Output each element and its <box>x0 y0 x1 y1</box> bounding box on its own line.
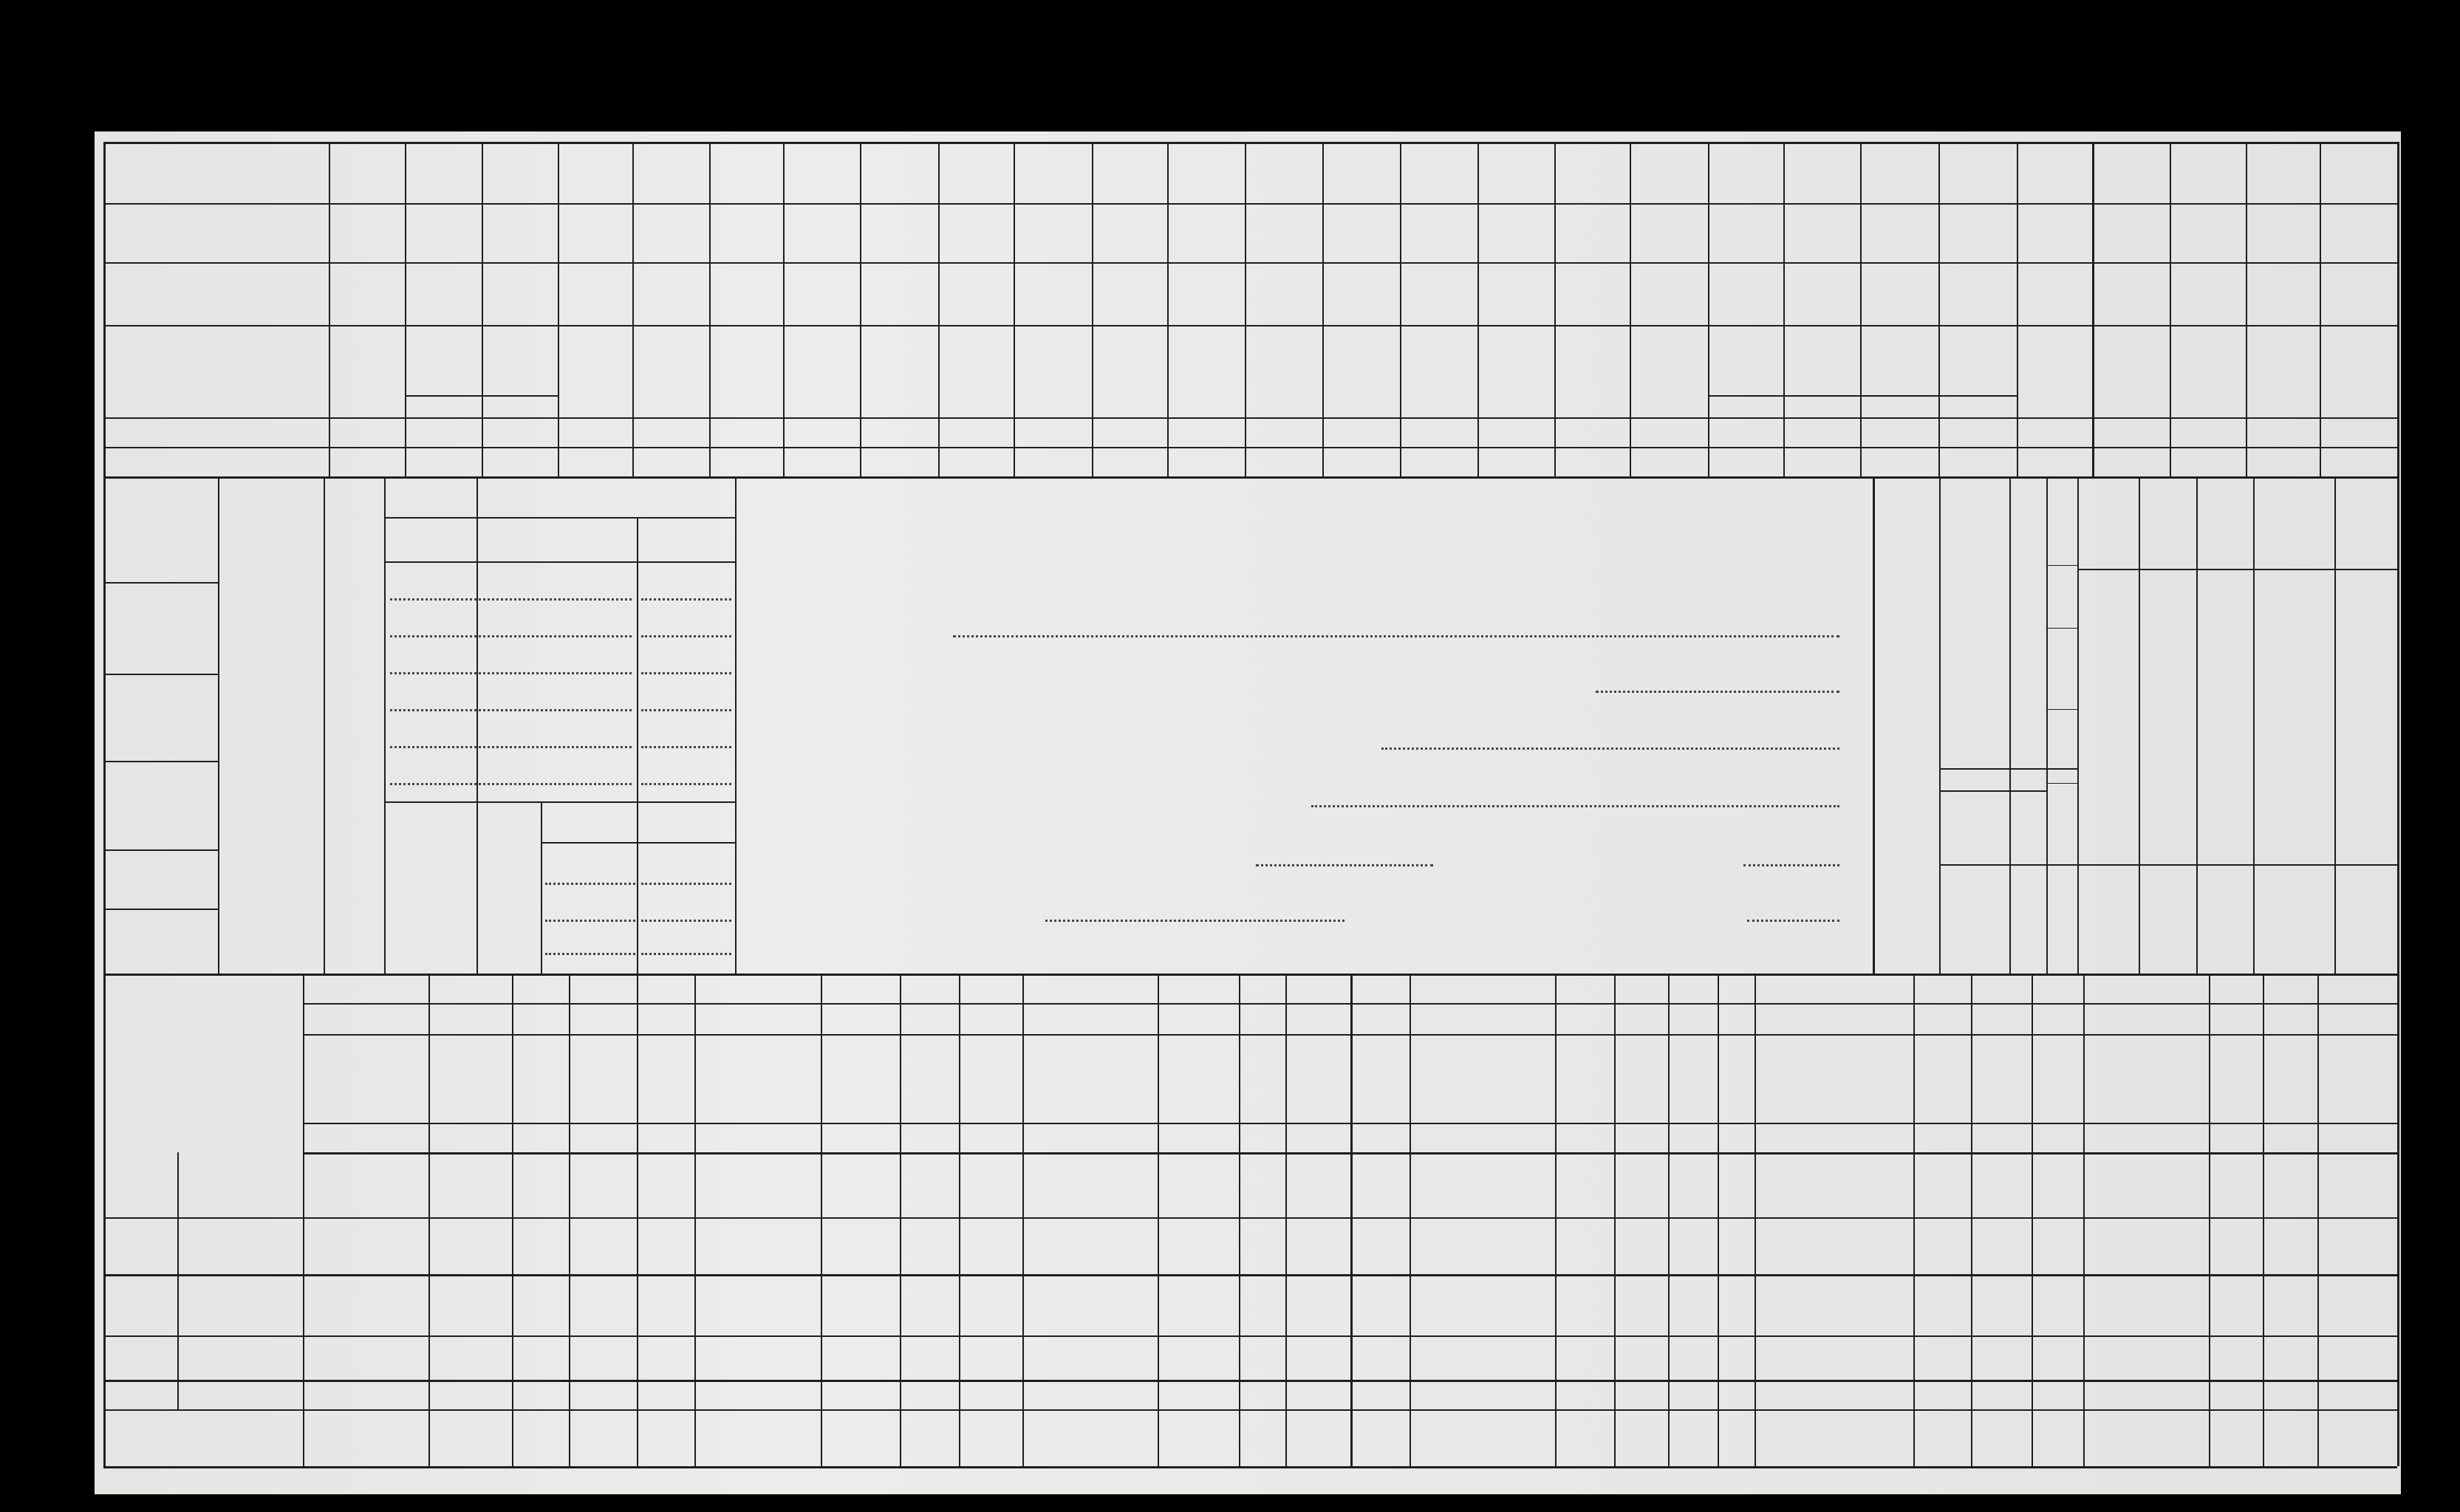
rule-line <box>2046 783 2077 784</box>
rule-line <box>558 142 559 476</box>
rule-line <box>103 1274 177 1276</box>
rule-line <box>1554 142 1556 476</box>
dotted-fill-line <box>1596 691 1839 693</box>
rule-line <box>1860 142 1862 476</box>
rule-line <box>103 909 218 910</box>
rule-line <box>541 801 542 974</box>
rule-line <box>637 974 638 1466</box>
rule-line <box>103 417 2397 419</box>
dotted-fill-line <box>641 920 731 922</box>
rule-line <box>512 974 513 1466</box>
rule-line <box>103 476 2397 479</box>
rule-line <box>1630 142 1631 476</box>
dotted-fill-line <box>545 920 635 922</box>
dotted-fill-line <box>545 883 635 885</box>
dotted-fill-line <box>390 672 632 674</box>
rule-line <box>103 325 2397 326</box>
dotted-fill-line <box>390 746 632 748</box>
rule-line <box>2317 974 2319 1466</box>
rule-line <box>1322 142 1324 476</box>
rule-line <box>103 674 218 675</box>
rule-line <box>860 142 861 476</box>
dotted-fill-line <box>1743 864 1839 866</box>
rule-line <box>2092 142 2094 476</box>
rule-line <box>2077 569 2397 570</box>
rule-line <box>1708 395 2017 397</box>
dotted-fill-line <box>641 672 731 674</box>
dotted-fill-line <box>641 783 731 785</box>
dotted-fill-line <box>641 635 731 637</box>
rule-line <box>103 974 2397 976</box>
rule-line <box>1873 476 1875 974</box>
dotted-fill-line <box>1747 920 1839 922</box>
rule-line <box>103 262 2397 264</box>
rule-line <box>938 142 940 476</box>
rule-line <box>2046 565 2077 566</box>
rule-line <box>1668 974 1670 1466</box>
rule-line <box>303 1123 2397 1124</box>
rule-line <box>103 142 2397 144</box>
rule-line <box>329 142 330 476</box>
rule-line <box>1708 142 1709 476</box>
rule-line <box>1158 974 1159 1466</box>
rule-line <box>303 974 304 1466</box>
rule-line <box>384 476 386 974</box>
rule-line <box>2139 476 2140 974</box>
rule-line <box>1555 974 1557 1466</box>
rule-line <box>428 974 430 1466</box>
rule-line <box>1239 974 1240 1466</box>
dotted-fill-line <box>390 598 632 601</box>
rule-line <box>1938 142 1940 476</box>
rule-line <box>1022 974 1024 1466</box>
rule-line <box>2334 476 2336 974</box>
rule-line <box>1913 974 1915 1466</box>
dotted-fill-line <box>545 953 635 955</box>
dotted-fill-line <box>641 598 731 601</box>
rule-line <box>1614 974 1616 1466</box>
rule-line <box>2032 974 2033 1466</box>
rule-line <box>2046 864 2077 865</box>
rule-line <box>1783 142 1785 476</box>
dotted-fill-line <box>390 635 632 637</box>
rule-line <box>1718 974 1719 1466</box>
dotted-fill-line <box>641 883 731 885</box>
rule-line <box>1092 142 1093 476</box>
rule-line <box>103 1217 2397 1219</box>
rule-line <box>103 1335 2397 1337</box>
dotted-fill-line <box>390 709 632 711</box>
rule-line <box>2320 142 2321 476</box>
rule-line <box>1400 142 1401 476</box>
rule-line <box>2046 628 2077 629</box>
dotted-fill-line <box>390 783 632 785</box>
rule-line <box>959 974 960 1466</box>
rule-line <box>1477 142 1479 476</box>
rule-line <box>694 974 696 1466</box>
census-card <box>95 131 2401 1494</box>
dotted-fill-line <box>1311 805 1839 807</box>
dotted-fill-line <box>1256 864 1433 866</box>
rule-line <box>783 142 785 476</box>
rule-line <box>2246 142 2247 476</box>
rule-line <box>103 582 218 584</box>
rule-line <box>324 476 325 974</box>
rule-line <box>2046 709 2077 710</box>
dotted-fill-line <box>641 746 731 748</box>
rule-line <box>900 974 901 1466</box>
rule-line <box>303 1003 2397 1005</box>
rule-line <box>1245 142 1246 476</box>
rule-line <box>2263 974 2264 1466</box>
rule-line <box>637 517 638 974</box>
rule-line <box>2077 476 2079 974</box>
rule-line <box>2170 142 2171 476</box>
rule-line <box>569 974 570 1466</box>
rule-line <box>103 1274 2397 1276</box>
rule-line <box>1939 768 2077 770</box>
rule-line <box>1755 974 1756 1466</box>
rule-line <box>1939 790 2046 792</box>
dotted-fill-line <box>641 953 731 955</box>
dotted-fill-line <box>1381 748 1839 750</box>
rule-line <box>2170 417 2320 419</box>
rule-line <box>1971 974 1972 1466</box>
rule-line <box>103 761 218 762</box>
rule-line <box>2077 864 2397 866</box>
rule-line <box>405 395 558 397</box>
rule-line <box>1410 974 1411 1466</box>
rule-line <box>2397 476 2399 974</box>
rule-line <box>103 447 2397 448</box>
rule-line <box>476 476 478 974</box>
rule-line <box>1167 142 1169 476</box>
rule-line <box>103 849 218 851</box>
rule-line <box>2017 142 2018 476</box>
rule-line <box>709 142 711 476</box>
rule-line <box>735 476 737 974</box>
rule-line <box>1014 142 1015 476</box>
rule-line <box>303 1034 2397 1036</box>
rule-line <box>2009 476 2011 974</box>
rule-line <box>103 203 2397 205</box>
rule-line <box>218 476 219 974</box>
dotted-fill-line <box>1045 920 1345 922</box>
rule-line <box>103 1466 2397 1468</box>
rule-line <box>1939 476 1941 974</box>
rule-line <box>303 1152 2397 1154</box>
rule-line <box>384 517 735 519</box>
rule-line <box>632 142 634 476</box>
rule-line <box>2253 476 2255 974</box>
rule-line <box>2196 476 2198 974</box>
rule-line <box>2046 476 2048 974</box>
rule-line <box>1350 974 1353 1466</box>
rule-line <box>482 142 483 476</box>
rule-line <box>103 1380 2397 1382</box>
rule-line <box>821 974 822 1466</box>
rule-line <box>2083 974 2085 1466</box>
rule-line <box>103 1409 2397 1411</box>
rule-line <box>384 561 735 563</box>
dotted-fill-line <box>641 709 731 711</box>
dotted-fill-line <box>953 635 1839 637</box>
rule-line <box>541 842 735 844</box>
rule-line <box>103 142 106 1466</box>
rule-line <box>405 142 406 476</box>
rule-line <box>177 1152 179 1409</box>
rule-line <box>1285 974 1287 1466</box>
rule-line <box>2209 974 2210 1466</box>
rule-line <box>384 801 735 803</box>
